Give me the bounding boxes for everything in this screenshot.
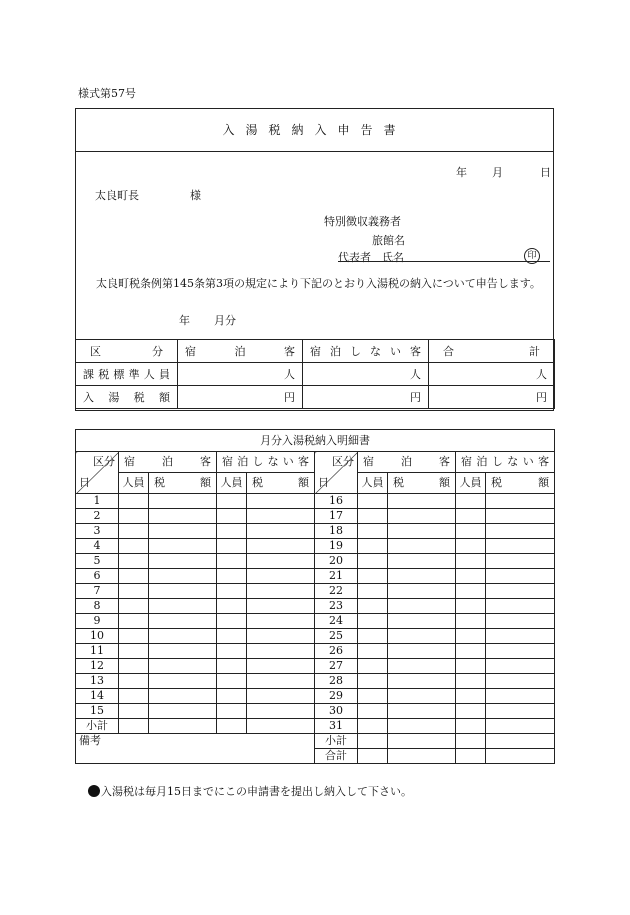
cell xyxy=(388,584,456,599)
day-label: 13 xyxy=(76,674,119,689)
cell xyxy=(149,719,217,734)
remarks-cell: 備考 xyxy=(76,734,315,764)
addressee: 太良町長 xyxy=(95,189,139,202)
summary-header-row xyxy=(76,340,555,363)
summary-unit: 円 xyxy=(303,386,429,409)
honorific: 様 xyxy=(190,189,201,202)
day-row xyxy=(76,644,555,659)
cell xyxy=(388,614,456,629)
cell xyxy=(388,539,456,554)
cell xyxy=(388,494,456,509)
declaration-box xyxy=(75,108,554,411)
cell xyxy=(358,644,388,659)
cell xyxy=(456,629,486,644)
summary-row-label: 課税標準人員 xyxy=(76,363,178,386)
day-label: 11 xyxy=(76,644,119,659)
cell xyxy=(456,704,486,719)
cell xyxy=(247,524,315,539)
cell xyxy=(247,584,315,599)
cell xyxy=(119,569,149,584)
cell xyxy=(388,569,456,584)
cell xyxy=(119,659,149,674)
seal-mark: 印 xyxy=(524,248,540,264)
right-subtotal-label: 小計 xyxy=(315,734,358,749)
cell xyxy=(358,719,388,734)
day-row xyxy=(76,704,555,719)
detail-title: 月分入湯税納入明細書 xyxy=(76,430,555,452)
cell xyxy=(217,659,247,674)
cell xyxy=(388,509,456,524)
summary-unit: 人 xyxy=(178,363,303,386)
cell xyxy=(388,719,456,734)
cell xyxy=(119,509,149,524)
summary-header-staying: 宿泊客 xyxy=(178,340,303,363)
day-label: 7 xyxy=(76,584,119,599)
cell xyxy=(149,704,217,719)
summary-unit: 人 xyxy=(303,363,429,386)
cell xyxy=(217,584,247,599)
day-label: 17 xyxy=(315,509,358,524)
cell xyxy=(217,554,247,569)
cell xyxy=(119,704,149,719)
cell xyxy=(388,674,456,689)
day-label: 12 xyxy=(76,659,119,674)
day-label: 5 xyxy=(76,554,119,569)
day-row xyxy=(76,494,555,509)
cell xyxy=(388,554,456,569)
day-label: 29 xyxy=(315,689,358,704)
cell xyxy=(456,614,486,629)
cell xyxy=(388,599,456,614)
right-subtotal-row xyxy=(76,734,555,749)
cell xyxy=(358,539,388,554)
cell xyxy=(358,659,388,674)
summary-table xyxy=(75,339,555,409)
cell xyxy=(247,704,315,719)
day-label: 14 xyxy=(76,689,119,704)
cell xyxy=(119,674,149,689)
cell xyxy=(149,599,217,614)
day-row xyxy=(76,689,555,704)
cell xyxy=(486,629,555,644)
corner-day: 日 xyxy=(318,476,329,489)
cell xyxy=(388,524,456,539)
cell xyxy=(358,509,388,524)
header-non-staying-right: 宿泊しない客 xyxy=(456,452,555,473)
summary-unit: 円 xyxy=(429,386,555,409)
left-subtotal-label: 小計 xyxy=(76,719,119,734)
cell xyxy=(217,494,247,509)
cell xyxy=(247,599,315,614)
subtotal-row xyxy=(76,719,555,734)
date-year: 年 xyxy=(456,166,467,179)
cell xyxy=(456,524,486,539)
cell xyxy=(217,599,247,614)
cell xyxy=(247,674,315,689)
cell xyxy=(358,629,388,644)
cell xyxy=(247,569,315,584)
cell xyxy=(486,494,555,509)
cell xyxy=(119,494,149,509)
cell xyxy=(456,659,486,674)
day-row xyxy=(76,629,555,644)
form-title: 入湯税納入申告書 xyxy=(76,109,553,152)
cell xyxy=(456,719,486,734)
day-label: 24 xyxy=(315,614,358,629)
cell xyxy=(149,494,217,509)
cell xyxy=(388,629,456,644)
cell xyxy=(119,614,149,629)
cell xyxy=(149,674,217,689)
period-year: 年 xyxy=(179,314,190,327)
day-31: 31 xyxy=(315,719,358,734)
header-tax: 税額 xyxy=(388,473,456,494)
summary-header-category: 区分 xyxy=(76,340,178,363)
inn-name-label: 旅館名 xyxy=(372,234,405,247)
header-non-staying-left: 宿泊しない客 xyxy=(217,452,315,473)
cell xyxy=(388,749,456,764)
cell xyxy=(486,644,555,659)
cell xyxy=(358,614,388,629)
corner-category: 区分 xyxy=(93,455,115,468)
day-label: 2 xyxy=(76,509,119,524)
cell xyxy=(486,659,555,674)
cell xyxy=(486,554,555,569)
cell xyxy=(486,674,555,689)
cell xyxy=(456,674,486,689)
day-row xyxy=(76,674,555,689)
day-label: 18 xyxy=(315,524,358,539)
cell xyxy=(149,689,217,704)
cell xyxy=(358,494,388,509)
day-label: 16 xyxy=(315,494,358,509)
cell xyxy=(456,554,486,569)
header-staying-right: 宿泊客 xyxy=(358,452,456,473)
cell xyxy=(486,719,555,734)
day-rows xyxy=(76,494,555,719)
form-number: 様式第57号 xyxy=(78,87,136,100)
cell xyxy=(456,599,486,614)
day-row xyxy=(76,554,555,569)
corner-category: 区分 xyxy=(332,455,354,468)
signature-line xyxy=(338,261,550,262)
day-label: 25 xyxy=(315,629,358,644)
cell xyxy=(358,524,388,539)
cell xyxy=(486,689,555,704)
cell xyxy=(358,704,388,719)
cell xyxy=(119,689,149,704)
day-label: 27 xyxy=(315,659,358,674)
cell xyxy=(388,689,456,704)
diagonal-header-right xyxy=(315,452,358,494)
summary-row-persons xyxy=(76,363,555,386)
day-row xyxy=(76,509,555,524)
header-tax: 税額 xyxy=(247,473,315,494)
cell xyxy=(247,614,315,629)
day-label: 6 xyxy=(76,569,119,584)
date-day: 日 xyxy=(540,166,551,179)
period-month: 月分 xyxy=(214,314,236,327)
summary-header-non-staying: 宿泊しない客 xyxy=(303,340,429,363)
cell xyxy=(149,629,217,644)
cell xyxy=(388,704,456,719)
day-label: 19 xyxy=(315,539,358,554)
header-persons: 人員 xyxy=(358,473,388,494)
day-row xyxy=(76,659,555,674)
cell xyxy=(358,689,388,704)
cell xyxy=(217,509,247,524)
cell xyxy=(247,719,315,734)
day-label: 1 xyxy=(76,494,119,509)
cell xyxy=(149,539,217,554)
cell xyxy=(358,674,388,689)
cell xyxy=(119,629,149,644)
cell xyxy=(217,704,247,719)
cell xyxy=(456,749,486,764)
cell xyxy=(247,509,315,524)
cell xyxy=(149,614,217,629)
cell xyxy=(217,629,247,644)
cell xyxy=(247,629,315,644)
header-tax: 税額 xyxy=(149,473,217,494)
cell xyxy=(149,569,217,584)
day-row xyxy=(76,584,555,599)
cell xyxy=(456,584,486,599)
day-row xyxy=(76,599,555,614)
cell xyxy=(486,734,555,749)
cell xyxy=(247,659,315,674)
cell xyxy=(217,674,247,689)
day-label: 4 xyxy=(76,539,119,554)
cell xyxy=(247,494,315,509)
cell xyxy=(217,524,247,539)
day-label: 9 xyxy=(76,614,119,629)
cell xyxy=(456,539,486,554)
total-label: 合計 xyxy=(315,749,358,764)
representative-label: 代表者 氏名 xyxy=(338,251,404,264)
cell xyxy=(217,569,247,584)
day-row xyxy=(76,539,555,554)
cell xyxy=(486,614,555,629)
corner-day: 日 xyxy=(79,476,90,489)
cell xyxy=(486,599,555,614)
cell xyxy=(456,494,486,509)
cell xyxy=(358,584,388,599)
cell xyxy=(486,539,555,554)
header-persons: 人員 xyxy=(119,473,149,494)
header-persons: 人員 xyxy=(217,473,247,494)
cell xyxy=(388,734,456,749)
cell xyxy=(486,749,555,764)
day-label: 23 xyxy=(315,599,358,614)
cell xyxy=(358,749,388,764)
day-label: 15 xyxy=(76,704,119,719)
declaration-text: 太良町税条例第145条第3項の規定により下記のとおり入湯税の納入について申告します。 xyxy=(96,277,541,290)
cell xyxy=(119,599,149,614)
day-label: 20 xyxy=(315,554,358,569)
diagonal-header-left xyxy=(76,452,119,494)
day-label: 30 xyxy=(315,704,358,719)
cell xyxy=(358,569,388,584)
cell xyxy=(149,554,217,569)
cell xyxy=(217,644,247,659)
cell xyxy=(149,509,217,524)
cell xyxy=(486,524,555,539)
cell xyxy=(358,554,388,569)
day-label: 26 xyxy=(315,644,358,659)
cell xyxy=(217,719,247,734)
cell xyxy=(358,599,388,614)
cell xyxy=(456,734,486,749)
cell xyxy=(149,584,217,599)
day-label: 28 xyxy=(315,674,358,689)
cell xyxy=(149,524,217,539)
summary-row-label: 入湯税額 xyxy=(76,386,178,409)
cell xyxy=(456,644,486,659)
cell xyxy=(247,689,315,704)
cell xyxy=(149,644,217,659)
cell xyxy=(119,644,149,659)
summary-unit: 人 xyxy=(429,363,555,386)
day-row xyxy=(76,614,555,629)
header-staying-left: 宿泊客 xyxy=(119,452,217,473)
obligor-label: 特別徴収義務者 xyxy=(324,215,401,228)
footer-note xyxy=(88,783,412,799)
cell xyxy=(119,584,149,599)
day-label: 3 xyxy=(76,524,119,539)
day-label: 21 xyxy=(315,569,358,584)
cell xyxy=(119,554,149,569)
cell xyxy=(119,539,149,554)
cell xyxy=(358,734,388,749)
date-month: 月 xyxy=(492,166,503,179)
cell xyxy=(486,584,555,599)
cell xyxy=(247,554,315,569)
cell xyxy=(456,569,486,584)
header-persons: 人員 xyxy=(456,473,486,494)
day-label: 8 xyxy=(76,599,119,614)
cell xyxy=(247,644,315,659)
cell xyxy=(217,689,247,704)
summary-header-total: 合計 xyxy=(429,340,555,363)
footer-note-text: 入湯税は毎月15日までにこの申請書を提出し納入して下さい。 xyxy=(101,785,412,798)
header-tax: 税額 xyxy=(486,473,555,494)
day-label: 22 xyxy=(315,584,358,599)
cell xyxy=(119,719,149,734)
cell xyxy=(486,569,555,584)
cell xyxy=(119,524,149,539)
day-row xyxy=(76,524,555,539)
summary-row-tax xyxy=(76,386,555,409)
day-label: 10 xyxy=(76,629,119,644)
cell xyxy=(217,539,247,554)
cell xyxy=(456,689,486,704)
cell xyxy=(149,659,217,674)
cell xyxy=(388,659,456,674)
cell xyxy=(456,509,486,524)
cell xyxy=(486,704,555,719)
bullet-icon xyxy=(88,785,100,797)
cell xyxy=(217,614,247,629)
cell xyxy=(388,644,456,659)
detail-table xyxy=(75,429,555,764)
cell xyxy=(247,539,315,554)
summary-unit: 円 xyxy=(178,386,303,409)
cell xyxy=(486,509,555,524)
day-row xyxy=(76,569,555,584)
